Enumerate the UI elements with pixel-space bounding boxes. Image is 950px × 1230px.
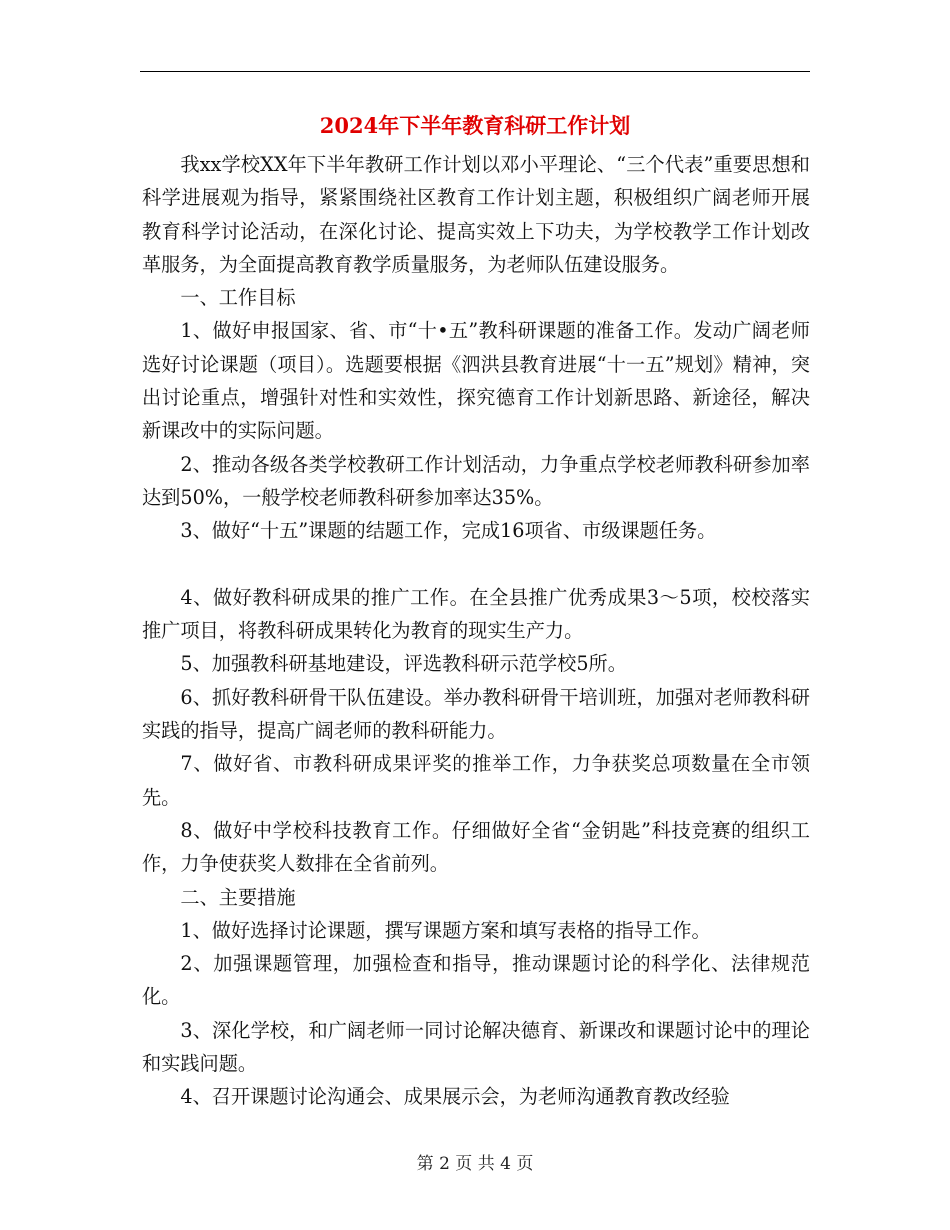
section-heading-goals: 一、工作目标 bbox=[180, 286, 296, 310]
paragraph-goal-8: 8、做好中学校科技教育工作。仔细做好全省“金钥匙”科技竞赛的组织工作，力争使获奖人数排在全省前列。 bbox=[142, 818, 810, 876]
paragraph-measure-2: 2、加强课题管理，加强检查和指导，推动课题讨论的科学化、法律规范化。 bbox=[142, 952, 810, 1009]
paragraph-measure-4: 4、召开课题讨论沟通会、成果展示会，为老师沟通教育教改经验 bbox=[180, 1085, 730, 1109]
paragraph-goal-2: 2、推动各级各类学校教研工作计划活动，力争重点学校老师教科研参加率达到50%，一般学校老师教科研参加率达35%。 bbox=[142, 452, 810, 509]
paragraph-goal-3: 3、做好“十五”课题的结题工作，完成16项省、市级课题任务。 bbox=[180, 519, 717, 543]
header-rule bbox=[140, 71, 810, 72]
paragraph-goal-6: 6、抓好教科研骨干队伍建设。举办教科研骨干培训班，加强对老师教科研实践的指导，提高广阔老师的教科研能力。 bbox=[142, 685, 810, 743]
paragraph-measure-1: 1、做好选择讨论课题，撰写课题方案和填写表格的指导工作。 bbox=[180, 918, 711, 942]
paragraph-goal-4: 4、做好教科研成果的推广工作。在全县推广优秀成果3～5项，校校落实推广项目，将教科研成果转化为教育的现实生产力。 bbox=[142, 585, 810, 643]
blank-line bbox=[142, 548, 810, 581]
section-heading-measures: 二、主要措施 bbox=[180, 885, 296, 909]
page-footer: 第 2 页 共 4 页 bbox=[416, 1154, 534, 1174]
paragraph-goal-1: 1、做好申报国家、省、市“十•五”教科研课题的准备工作。发动广阔老师选好讨论课题（项目）。选题要根据《泗洪县教育进展“十一五”规划》精神，突出讨论重点，增强针对性和实效性，探究德育工作计划新思路、新途径，解决新课改中的实际问题。 bbox=[142, 319, 810, 443]
document-body bbox=[142, 148, 810, 1114]
paragraph-intro: 我xx学校XX年下半年教研工作计划以邓小平理论、“三个代表”重要思想和科学进展观为指导，紧紧围绕社区教育工作计划主题，积极组织广阔老师开展教育科学讨论活动，在深化讨论、提高实效上下功夫，为学校教学工作计划改革服务，为全面提高教育教学质量服务，为老师队伍建设服务。 bbox=[142, 153, 810, 276]
paragraph-goal-5: 5、加强教科研基地建设，评选教科研示范学校5所。 bbox=[180, 652, 627, 676]
paragraph-goal-7: 7、做好省、市教科研成果评奖的推举工作，力争获奖总项数量在全市领先。 bbox=[142, 752, 810, 809]
paragraph-measure-3: 3、深化学校，和广阔老师一同讨论解决德育、新课改和课题讨论中的理论和实践问题。 bbox=[142, 1018, 810, 1076]
document-title: 2024年下半年教育科研工作计划 bbox=[319, 113, 631, 138]
